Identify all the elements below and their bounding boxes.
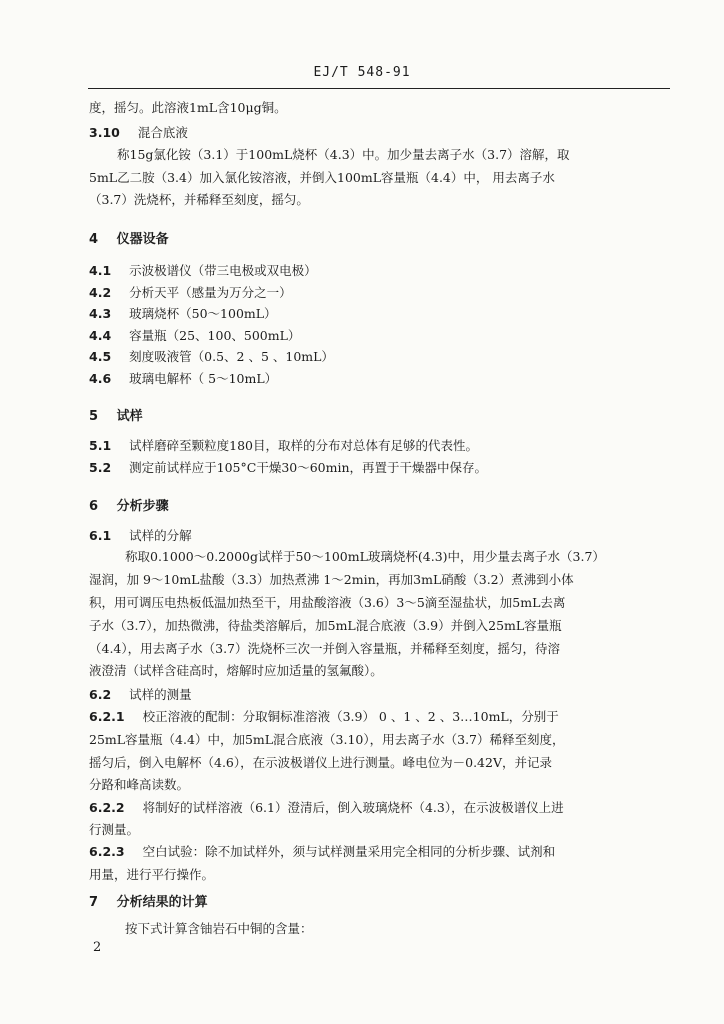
item-number: 5.2 xyxy=(89,460,112,475)
item-text: 玻璃电解杯（ 5～10mL） xyxy=(129,371,278,386)
paragraph-line: 分路和峰高读数。 xyxy=(89,777,190,792)
list-item xyxy=(89,262,317,280)
document-header: EJ/T 548-91 xyxy=(313,65,411,80)
section-title: 分析步骤 xyxy=(116,499,169,514)
paragraph-line: 积，用可调压电热板低温加热至干，用盐酸溶液（3.6）3～5滴至湿盐状，加5mL去离 xyxy=(89,595,566,610)
item-number: 4.1 xyxy=(89,263,112,278)
section-heading xyxy=(89,498,169,516)
item-number: 6.2.3 xyxy=(89,844,125,859)
list-item xyxy=(89,459,487,477)
section-heading xyxy=(89,124,188,142)
paragraph-line xyxy=(89,708,559,726)
section-number: 3.10 xyxy=(89,125,120,140)
section-number: 4 xyxy=(89,232,99,247)
section-heading xyxy=(89,894,208,912)
section-title: 分析结果的计算 xyxy=(116,895,208,910)
paragraph-line: 按下式计算含铀岩石中铜的含量： xyxy=(125,921,313,936)
list-item xyxy=(89,305,277,323)
section-number: 5 xyxy=(89,409,99,424)
section-title: 试样的测量 xyxy=(129,687,192,702)
paragraph-line: 子水（3.7），加热微沸，待盐类溶解后，加5mL混合底液（3.9）并倒入25mL容量瓶 xyxy=(89,618,562,633)
item-text: 测定前试样应于105°C干燥30～60min，再置于干燥器中保存。 xyxy=(129,460,488,475)
text-line: 度，摇匀。此溶液1mL含10μg铜。 xyxy=(89,100,287,115)
item-text: 试样磨碎至颗粒度180目，取样的分布对总体有足够的代表性。 xyxy=(129,438,479,453)
section-title: 混合底液 xyxy=(137,125,188,140)
item-text: 将制好的试样溶液（6.1）澄清后，倒入玻璃烧杯（4.3），在示波极谱仪上进 xyxy=(142,800,564,815)
item-number: 6.2.1 xyxy=(89,709,125,724)
paragraph-line: 25mL容量瓶（4.4）中，加5mL混合底液（3.10），用去离子水（3.7）稀释至刻度， xyxy=(89,732,565,747)
paragraph-line: 用量，进行平行操作。 xyxy=(89,867,215,882)
paragraph-line: 称15g氯化铵（3.1）于100mL烧杯（4.3）中。加少量去离子水（3.7）溶解，取 xyxy=(117,147,570,162)
paragraph-line: （4.4），用去离子水（3.7）洗烧杯三次一并倒入容量瓶，并稀释至刻度，摇匀，待溶 xyxy=(89,641,561,656)
item-text: 示波极谱仪（带三电极或双电极） xyxy=(129,263,317,278)
paragraph-line: 液澄清（试样含硅高时，熔解时应加适量的氢氟酸）。 xyxy=(89,663,383,678)
section-heading xyxy=(89,231,169,249)
item-text: 分析天平（感量为万分之一） xyxy=(129,285,292,300)
paragraph-line: 5mL乙二胺（3.4）加入氯化铵溶液，并倒入100mL容量瓶（4.4）中， 用去离子水 xyxy=(89,170,555,185)
list-item xyxy=(89,348,334,366)
paragraph-line: 湿润，加 9～10mL盐酸（3.3）加热煮沸 1～2min，再加3mL硝酸（3.2）煮沸到小体 xyxy=(89,572,574,587)
item-number: 4.3 xyxy=(89,306,112,321)
section-number: 6 xyxy=(89,499,99,514)
item-text: 玻璃烧杯（50～100mL） xyxy=(129,306,277,321)
item-number: 4.2 xyxy=(89,285,112,300)
section-title: 仪器设备 xyxy=(116,232,169,247)
subsection-heading xyxy=(89,686,192,704)
item-number: 4.4 xyxy=(89,328,112,343)
item-text: 空白试验：除不加试样外，须与试样测量采用完全相同的分析步骤、试剂和 xyxy=(142,844,556,859)
item-number: 5.1 xyxy=(89,438,112,453)
list-item xyxy=(89,284,292,302)
section-title: 试样 xyxy=(116,409,143,424)
list-item xyxy=(89,370,277,388)
item-number: 4.6 xyxy=(89,371,112,386)
item-number: 6.2.2 xyxy=(89,800,125,815)
section-title: 试样的分解 xyxy=(129,528,192,543)
section-number: 6.2 xyxy=(89,687,112,702)
item-text: 容量瓶（25、100、500mL） xyxy=(129,328,301,343)
list-item xyxy=(89,437,478,455)
subsection-heading xyxy=(89,527,192,545)
section-number: 6.1 xyxy=(89,528,112,543)
paragraph-line: 称取0.1000～0.2000g试样于50～100mL玻璃烧杯(4.3)中，用少量去离子水（3.7） xyxy=(125,549,605,564)
paragraph-line: 摇匀后，倒入电解杯（4.6），在示波极谱仪上进行测量。峰电位为－0.42V，并记录 xyxy=(89,755,552,770)
paragraph-line: （3.7）洗烧杯，并稀释至刻度，摇匀。 xyxy=(89,192,309,207)
paragraph-line xyxy=(89,799,564,817)
item-number: 4.5 xyxy=(89,349,112,364)
paragraph-line: 行测量。 xyxy=(89,822,140,837)
list-item xyxy=(89,327,300,345)
paragraph-line xyxy=(89,843,555,861)
page-number: 2 xyxy=(93,940,102,955)
section-number: 7 xyxy=(89,895,99,910)
item-text: 校正溶液的配制：分取铜标准溶液（3.9） 0 、1 、2 、3…10mL，分别于 xyxy=(142,709,559,724)
item-text: 刻度吸液管（0.5、2 、5 、10mL） xyxy=(129,349,334,364)
section-heading xyxy=(89,408,143,426)
header-rule xyxy=(88,88,670,89)
